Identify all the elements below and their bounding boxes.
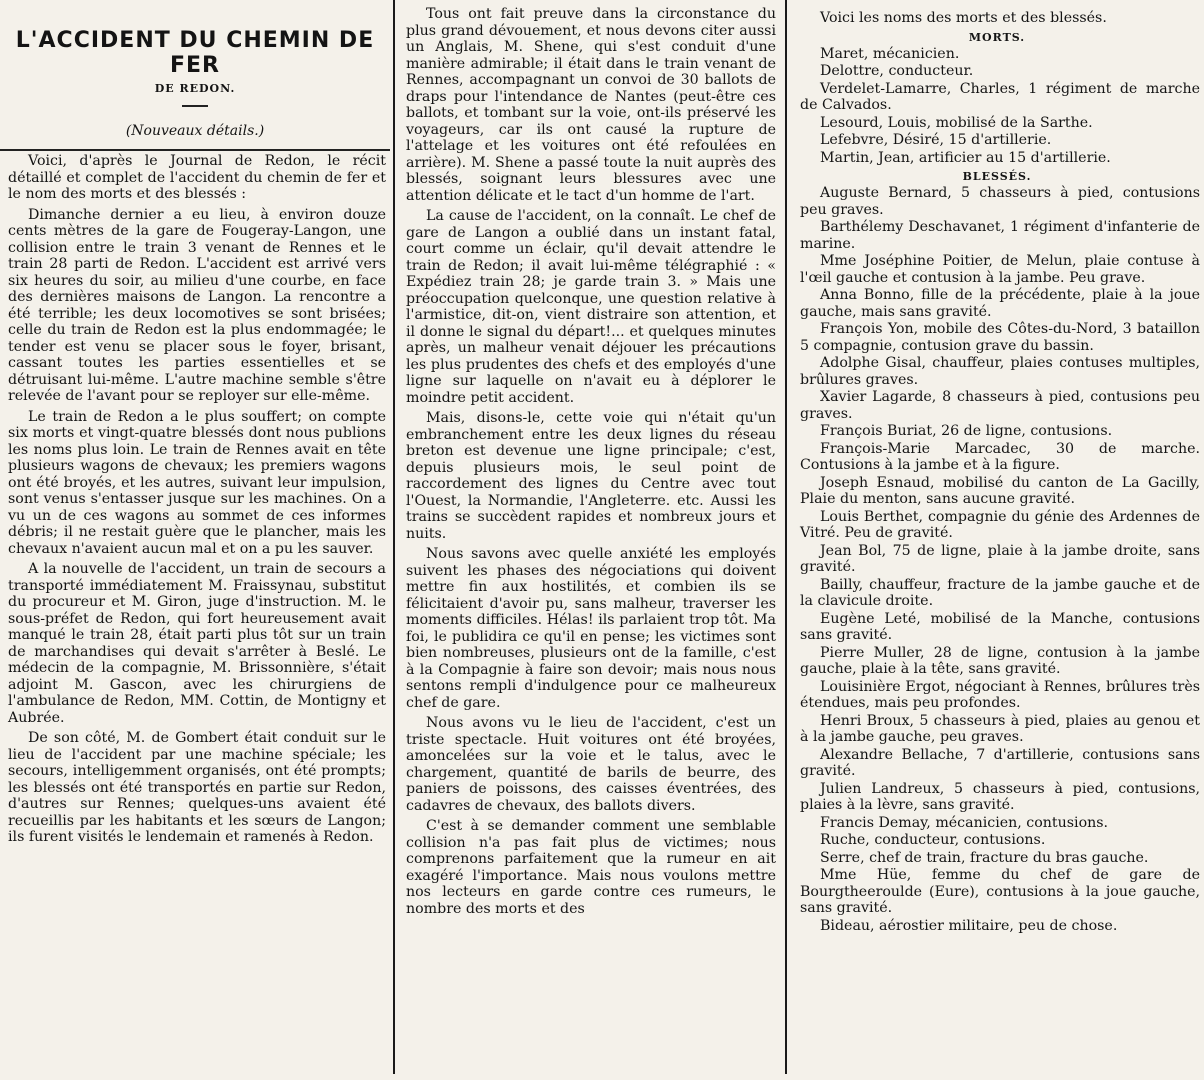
victim-entry: Bailly, chauffeur, fracture de la jambe gauche et de la clavicule droite. [800, 576, 1200, 609]
article-title: L'ACCIDENT DU CHEMIN DE FER [15, 28, 375, 78]
column-2 [398, 0, 780, 1080]
ornament-rule [182, 105, 208, 107]
victim-entry: Auguste Bernard, 5 chasseurs à pied, contusions peu graves. [800, 185, 1200, 218]
blesses-heading: BLESSÉS. [962, 170, 1032, 183]
paragraph: Tous ont fait preuve dans la circonstance du plus grand dévouement, et nous devons citer aussi un Anglais, M. Shene, qui s'est conduit d'une manière admirable; il était dans le train venant de Rennes, accompagnant un convoi de 30 ballots de draps pour l'intendance de Nantes (peut-être ces ballots, et tombant sur la voie, ont-ils préservé les voyageurs, car ils ont causé la rupture de l'attelage et les voitures ont été refoulées en arrière). M. Shene a passé toute la nuit auprès des blessés, soignant leurs blessures avec une attention délicate et le tact d'un homme de l'art. [406, 6, 776, 204]
victim-entry: Serre, chef de train, fracture du bras gauche. [820, 849, 1149, 866]
victim-entry: Louis Berthet, compagnie du génie des Ardennes de Vitré. Peu de gravité. [800, 508, 1200, 541]
morts-list [790, 46, 1204, 167]
victim-entry: Mme Hüe, femme du chef de gare de Bourgtheeroulde (Eure), contusions à la joue gauche, sans gravité. [800, 867, 1200, 916]
column-rule [785, 0, 787, 1074]
article-subtitle: DE REDON. [154, 82, 236, 95]
victim-entry: Delottre, conducteur. [820, 63, 974, 79]
victim-entry: Ruche, conducteur, contusions. [820, 832, 1046, 848]
paragraph: De son côté, M. de Gombert était conduit sur le lieu de l'accident par une machine spéciale; les secours, intelligemment organisés, ont été prompts; les blessés ont été transportés en partie sur Redon, d'autres sur Rennes; quelques-uns avaient été recueillis par les habitants et les sœurs de Langon; ils furent visités le lendemain et ramenés à Redon. [8, 730, 386, 845]
victim-entry: Joseph Esnaud, mobilisé du canton de La Gacilly, Plaie du menton, sans aucune gravité. [800, 474, 1200, 507]
victim-entry: Louisinière Ergot, négociant à Rennes, brûlures très étendues, mais peu profondes. [800, 678, 1200, 711]
victim-entry: Eugène Leté, mobilisé de la Manche, contusions sans gravité. [800, 610, 1200, 643]
victim-entry: Julien Landreux, 5 chasseurs à pied, contusions, plaies à la lèvre, sans gravité. [800, 780, 1200, 813]
victim-entry: Lesourd, Louis, mobilisé de la Sarthe. [820, 114, 1093, 131]
paragraph: Mais, disons-le, cette voie qui n'était qu'un embranchement entre les deux lignes du réseau breton est devenue une ligne principale; c'est, depuis plusieurs mois, le seul point de raccordement des lignes du Centre avec tout l'Ouest, la Normandie, l'Angleterre. etc. Aussi les trains se succèdent rapides et nombreux jours et nuits. [406, 410, 776, 542]
victim-entry: Francis Demay, mécanicien, contusions. [820, 814, 1109, 831]
article-header [0, 0, 390, 139]
paragraph: A la nouvelle de l'accident, un train de secours a transporté immédiatement M. Fraissynau, substitut du procureur et M. Giron, juge d'instruction. M. le sous-préfet de Redon, qui fort heureusement avait manqué le train 28, était parti plus tôt sur un train de marchandises qui devait s'arrêter à Beslé. Le médecin de la compagnie, M. Brissonnière, s'était adjoint M. Gascon, avec les chirurgiens de l'ambulance de Redon, MM. Cottin, de Montigny et Aubrée. [8, 561, 386, 726]
paragraph: La cause de l'accident, on la connaît. Le chef de gare de Langon a oublié dans un instant fatal, court comme un éclair, qu'il devait attendre le train de Redon; il avait lui-même télégraphié : « Expédiez train 28; je garde train 3. » Mais une préoccupation quelconque, une question relative à l'armistice, dit-on, vient distraire son attention, et il donne le signal du départ!... et quelques minutes après, un malheur venait déjouer les précautions les plus prudentes des chefs et des employés d'une ligne sur laquelle on n'avait eu à déplorer le moindre petit accident. [406, 208, 776, 406]
victim-entry: Verdelet-Lamarre, Charles, 1 régiment de marche de Calvados. [800, 80, 1200, 113]
victim-entry: François Buriat, 26 de ligne, contusions. [820, 423, 1113, 439]
victim-entry: Anna Bonno, fille de la précédente, plaie à la joue gauche, mais sans gravité. [800, 287, 1200, 320]
column-rule [393, 0, 395, 1074]
victim-entry: Henri Broux, 5 chasseurs à pied, plaies au genou et à la jambe gauche, peu graves. [800, 712, 1200, 745]
victim-entry: Lefebvre, Désiré, 15 d'artillerie. [820, 132, 1052, 148]
victim-entry: François Yon, mobile des Côtes-du-Nord, 3 bataillon 5 compagnie, contusion grave du bassin. [800, 321, 1200, 354]
paragraph: Nous avons vu le lieu de l'accident, c'est un triste spectacle. Huit voitures ont été broyées, amoncelées sur la voie et le talus, avec le chargement, quantité de barils de beurre, des paniers de poissons, des caisses éventrées, des cadavres de chevaux, des ballots divers. [406, 715, 776, 814]
victim-entry: Pierre Muller, 28 de ligne, contusion à la jambe gauche, plaie à la tête, sans gravité. [800, 644, 1200, 677]
column-3 [790, 0, 1204, 1078]
paragraph: Le train de Redon a le plus souffert; on compte six morts et vingt-quatre blessés dont nous publions les noms plus loin. Le train de Rennes avait en tête plusieurs wagons de chevaux; les premiers wagons ont été broyés, et les autres, suivant leur impulsion, sont venus s'entasser jusque sur les machines. On a vu un de ces wagons au sommet de ces informes débris; il ne restait guère que le plancher, mais les chevaux n'avaient aucun mal et on a pu les sauver. [8, 408, 386, 557]
victim-entry: Jean Bol, 75 de ligne, plaie à la jambe droite, sans gravité. [800, 542, 1200, 575]
header-rule [0, 149, 390, 151]
paragraph: Nous savons avec quelle anxiété les employés suivent les phases des négociations qui doivent mettre fin aux hostilités, et combien ils se félicitaient d'avoir pu, sans malheur, traverser les moments difficiles. Hélas! ils parlaient trop tôt. Ma foi, le publidira ce qu'il en pense; les victimes sont bien nombreuses, plusieurs ont de la famille, c'est à la Compagnie à faire son devoir; mais nous nous sentons rempli d'indulgence pour ce malheureux chef de gare. [406, 546, 776, 711]
victims-intro: Voici les noms des morts et des blessés. [820, 10, 1107, 26]
victim-entry: Barthélemy Deschavanet, 1 régiment d'infanterie de marine. [800, 219, 1200, 252]
blesses-list [790, 185, 1204, 934]
victim-entry: Mme Joséphine Poitier, de Melun, plaie contuse à l'œil gauche et contusion à la jambe. Peu grave. [800, 253, 1200, 286]
victim-entry: Alexandre Bellache, 7 d'artillerie, contusions sans gravité. [800, 746, 1200, 779]
article-note: (Nouveaux détails.) [125, 123, 265, 139]
paragraph: C'est à se demander comment une semblable collision n'a pas fait plus de victimes; nous comprenons parfaitement que la rumeur en ait exagéré l'importance. Mais nous voulons mettre nos lecteurs en garde contre ces rumeurs, le nombre des morts et des [406, 818, 776, 917]
paragraph: Dimanche dernier a eu lieu, à environ douze cents mètres de la gare de Fougeray-Langon, une collision entre le train 3 venant de Rennes et le train 28 parti de Redon. L'accident est arrivé vers six heures du soir, au milieu d'une courbe, en face des dernières maisons de Langon. La rencontre a été terrible; les deux locomotives se sont brisées; celle du train de Redon est la plus endommagée; le tender est venu se placer sous le foyer, brisant, cassant toutes les parties essentielles et se détruisant lui-même. L'autre machine semble s'être relevée de l'avant pour se reployer sur elle-même. [8, 206, 386, 404]
victim-entry: Martin, Jean, artificier au 15 d'artillerie. [820, 149, 1111, 166]
victim-entry: Xavier Lagarde, 8 chasseurs à pied, contusions peu graves. [800, 389, 1200, 422]
victim-entry: Maret, mécanicien. [820, 45, 960, 62]
paragraph: Voici, d'après le Journal de Redon, le récit détaillé et complet de l'accident du chemin de fer et le nom des morts et des blessés : [8, 153, 386, 202]
victim-entry: Adolphe Gisal, chauffeur, plaies contuses multiples, brûlures graves. [800, 355, 1200, 388]
column-1 [0, 0, 390, 1074]
morts-heading: MORTS. [968, 30, 1026, 44]
victim-entry: François-Marie Marcadec, 30 de marche. Contusions à la jambe et à la figure. [800, 440, 1200, 473]
victim-entry: Bideau, aérostier militaire, peu de chose. [820, 917, 1118, 934]
